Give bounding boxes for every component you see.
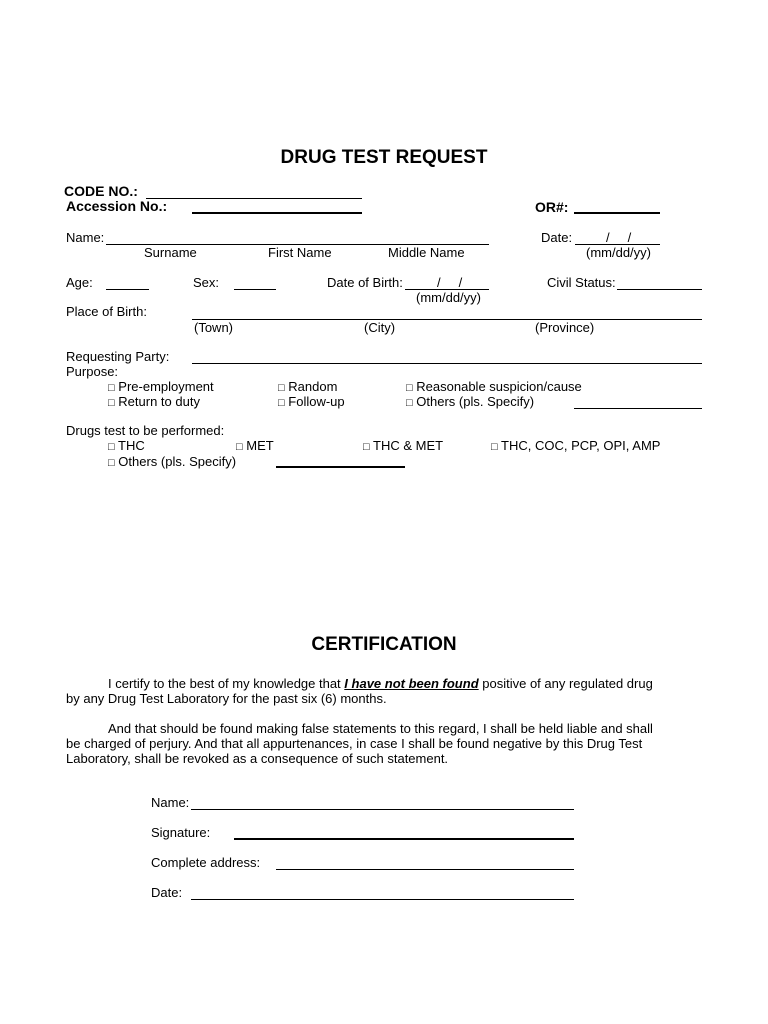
age-field[interactable] (106, 289, 149, 290)
civil-status-label: Civil Status: (547, 275, 616, 290)
drug-option-label: MET (246, 438, 274, 453)
paragraph-1-text: I certify to the best of my knowledge that (108, 676, 345, 691)
checkbox-icon[interactable]: □ (108, 397, 115, 409)
address-label: Complete address: (151, 855, 261, 870)
code-no-label: CODE NO.: (64, 183, 138, 199)
purpose-option-label: Return to duty (118, 394, 200, 409)
purpose-option-label: Reasonable suspicion/cause (416, 379, 582, 394)
cert-date-field[interactable] (191, 899, 574, 900)
date-label: Date: (541, 230, 573, 245)
purpose-option-label: Pre-employment (118, 379, 214, 394)
drug-option-thc-met[interactable] (363, 438, 443, 455)
drug-option-panel[interactable] (491, 438, 660, 455)
emphasis-text: I have not been found (344, 676, 479, 691)
accession-no-label: Accession No.: (66, 198, 168, 214)
checkbox-icon[interactable]: □ (278, 382, 285, 394)
checkbox-icon[interactable]: □ (108, 441, 115, 453)
drug-option-label: THC, COC, PCP, OPI, AMP (501, 438, 661, 453)
date-slashes: / / (606, 230, 632, 245)
checkbox-icon[interactable]: □ (406, 397, 413, 409)
code-no-field[interactable] (146, 198, 362, 199)
paragraph-1-text-end: positive of any regulated drug by any Drug Test Laboratory for the past six (6) months. (66, 676, 653, 706)
drug-others-field[interactable] (276, 466, 405, 468)
page-title: DRUG TEST REQUEST (280, 147, 488, 168)
dob-format-caption: (mm/dd/yy) (416, 290, 481, 305)
drugs-test-label: Drugs test to be performed: (66, 423, 225, 438)
drug-option-others[interactable] (108, 454, 236, 471)
drug-option-label: THC & MET (373, 438, 444, 453)
checkbox-icon[interactable]: □ (491, 441, 498, 453)
certification-paragraph-2: And that should be found making false statements to this regard, I shall be held liable and shall be charged of perjury. And that all appurtenances, in case I shall be found negative by this Drug Test Laboratory, shall be revoked as a consequence of such statement. (66, 721, 653, 766)
address-field[interactable] (276, 869, 574, 870)
sex-label: Sex: (193, 275, 220, 290)
civil-status-field[interactable] (617, 289, 702, 290)
drug-option-label: Others (pls. Specify) (118, 454, 237, 469)
requesting-party-label: Requesting Party: (66, 349, 170, 364)
city-caption: (City) (364, 320, 396, 335)
place-of-birth-field[interactable] (192, 319, 702, 320)
purpose-option-follow-up[interactable] (278, 394, 345, 411)
drug-option-thc[interactable] (108, 438, 145, 455)
sex-field[interactable] (234, 289, 276, 290)
cert-name-field[interactable] (191, 809, 574, 810)
purpose-option-label: Random (288, 379, 338, 394)
checkbox-icon[interactable]: □ (236, 441, 243, 453)
checkbox-icon[interactable]: □ (278, 397, 285, 409)
certification-paragraph-1 (66, 676, 656, 706)
drug-option-met[interactable] (236, 438, 274, 455)
checkbox-icon[interactable]: □ (406, 382, 413, 394)
signature-field[interactable] (234, 838, 574, 840)
place-of-birth-label: Place of Birth: (66, 304, 147, 319)
first-name-caption: First Name (268, 245, 332, 260)
age-label: Age: (66, 275, 93, 290)
checkbox-icon[interactable]: □ (108, 457, 115, 469)
name-label: Name: (66, 230, 105, 245)
checkbox-icon[interactable]: □ (363, 441, 370, 453)
drug-option-label: THC (118, 438, 145, 453)
signature-label: Signature: (151, 825, 211, 840)
checkbox-icon[interactable]: □ (108, 382, 115, 394)
accession-no-field[interactable] (192, 212, 362, 214)
requesting-party-field[interactable] (192, 363, 702, 364)
purpose-option-others[interactable] (406, 394, 534, 411)
cert-date-label: Date: (151, 885, 183, 900)
surname-caption: Surname (144, 245, 197, 260)
certification-title: CERTIFICATION (311, 634, 457, 655)
dob-label: Date of Birth: (327, 275, 403, 290)
province-caption: (Province) (535, 320, 595, 335)
purpose-others-field[interactable] (574, 408, 702, 409)
purpose-option-return-to-duty[interactable] (108, 394, 200, 411)
dob-slashes: / / (437, 275, 463, 290)
purpose-option-label: Others (pls. Specify) (416, 394, 535, 409)
purpose-label: Purpose: (66, 364, 119, 379)
purpose-option-label: Follow-up (288, 394, 345, 409)
town-caption: (Town) (194, 320, 234, 335)
date-format-caption: (mm/dd/yy) (586, 245, 651, 260)
or-no-field[interactable] (574, 212, 660, 214)
cert-name-label: Name: (151, 795, 190, 810)
middle-name-caption: Middle Name (388, 245, 465, 260)
or-no-label: OR#: (535, 199, 569, 215)
